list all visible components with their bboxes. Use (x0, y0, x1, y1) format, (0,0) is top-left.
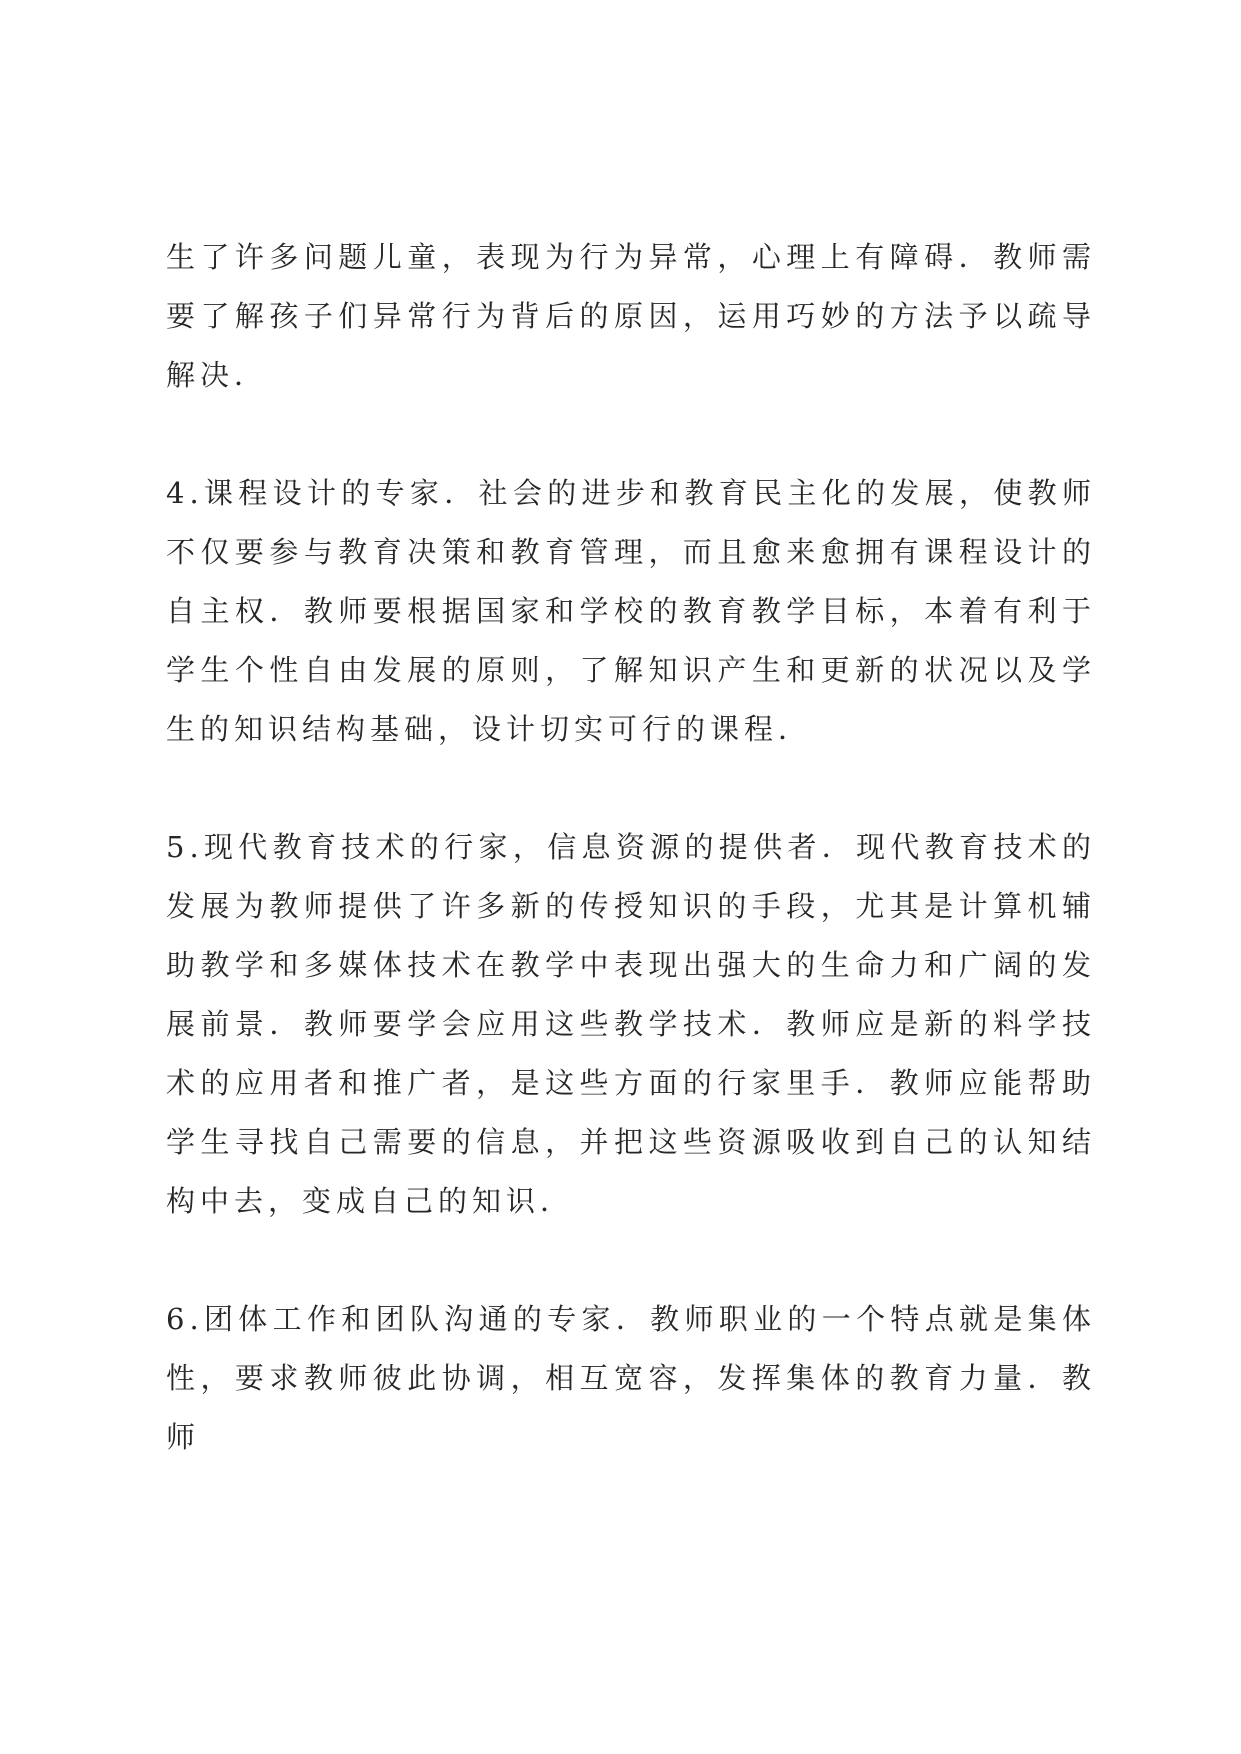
paragraph-item-5: 5.现代教育技术的行家，信息资源的提供者．现代教育技术的发展为教师提供了许多新的传授知识的手段，尤其是计算机辅助教学和多媒体技术在教学中表现出强大的生命力和广阔的发展前景．教师要学会应用这些教学技术．教师应是新的料学技术的应用者和推广者，是这些方面的行家里手．教师应能帮助学生寻找自己需要的信息，并把这些资源吸收到自己的认知结构中去，变成自己的知识． (166, 830, 1096, 1218)
document-body (166, 228, 1096, 1467)
paragraph-item-4: 4.课程设计的专家．社会的进步和教育民主化的发展，使教师不仅要参与教育决策和教育管理，而且愈来愈拥有课程设计的自主权．教师要根据国家和学校的教育教学目标，本着有利于学生个性自由发展的原则，了解知识产生和更新的状况以及学生的知识结构基础，设计切实可行的课程． (166, 476, 1096, 746)
paragraph-item-6: 6.团体工作和团队沟通的专家．教师职业的一个特点就是集体性，要求教师彼此协调，相互宽容，发挥集体的教育力量．教师 (166, 1302, 1096, 1454)
paragraph-continued: 生了许多问题儿童，表现为行为异常，心理上有障碍．教师需要了解孩子们异常行为背后的原因，运用巧妙的方法予以疏导解决． (166, 240, 1096, 392)
